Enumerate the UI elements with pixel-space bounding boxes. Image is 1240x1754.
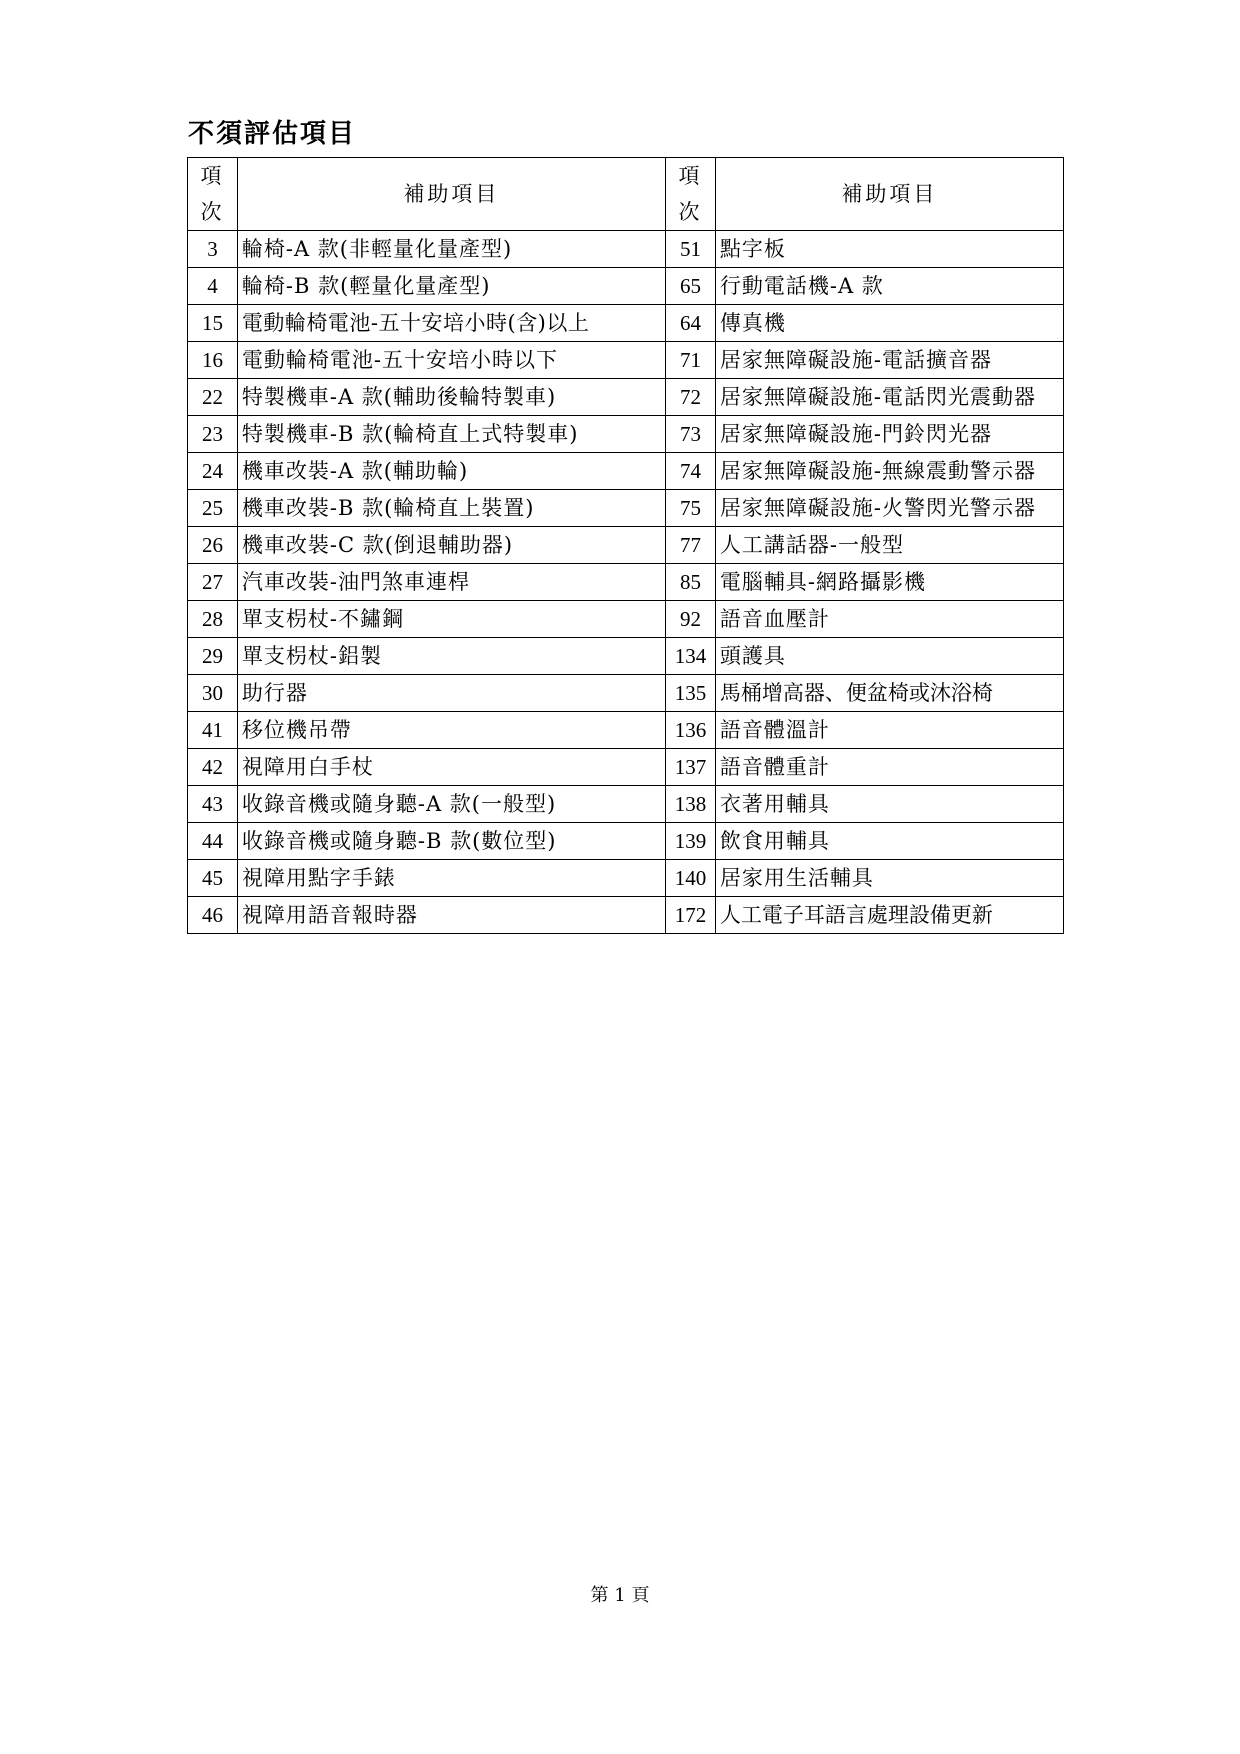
item-name: 居家無障礙設施-電話擴音器: [715, 342, 1063, 379]
item-number: 29: [188, 638, 238, 675]
table-row: [188, 860, 1064, 897]
item-name: 語音血壓計: [715, 601, 1063, 638]
item-number: 42: [188, 749, 238, 786]
item-name: 人工講話器-一般型: [715, 527, 1063, 564]
page-number: 第 1 頁: [590, 1585, 650, 1606]
item-name: 機車改裝-A 款(輔助輪): [237, 453, 665, 490]
table-row: [188, 490, 1064, 527]
item-name: 居家無障礙設施-電話閃光震動器: [715, 379, 1063, 416]
item-number: 73: [666, 416, 716, 453]
item-name: 移位機吊帶: [237, 712, 665, 749]
item-name: 頭護具: [715, 638, 1063, 675]
table-header-row: [188, 158, 1064, 231]
item-number: 4: [188, 268, 238, 305]
table-row: [188, 342, 1064, 379]
item-name: 單支枴杖-不鏽鋼: [237, 601, 665, 638]
item-number: 45: [188, 860, 238, 897]
item-name: 居家無障礙設施-火警閃光警示器: [715, 490, 1063, 527]
item-name: 傳真機: [715, 305, 1063, 342]
table-row: [188, 675, 1064, 712]
item-name: 語音體重計: [715, 749, 1063, 786]
item-number: 92: [666, 601, 716, 638]
item-number: 77: [666, 527, 716, 564]
item-number: 22: [188, 379, 238, 416]
header-item-name-right: 補助項目: [715, 158, 1063, 231]
table-row: [188, 527, 1064, 564]
item-name: 視障用語音報時器: [237, 897, 665, 934]
item-name: 視障用白手杖: [237, 749, 665, 786]
table-row: [188, 897, 1064, 934]
item-number: 3: [188, 231, 238, 268]
item-number: 134: [666, 638, 716, 675]
item-name: 機車改裝-C 款(倒退輔助器): [237, 527, 665, 564]
table-row: [188, 823, 1064, 860]
item-number: 51: [666, 231, 716, 268]
table-row: [188, 638, 1064, 675]
item-number: 74: [666, 453, 716, 490]
table-row: [188, 305, 1064, 342]
item-name: 收錄音機或隨身聽-A 款(一般型): [237, 786, 665, 823]
item-name: 電動輪椅電池-五十安培小時以下: [237, 342, 665, 379]
item-number: 137: [666, 749, 716, 786]
item-number: 135: [666, 675, 716, 712]
item-number: 23: [188, 416, 238, 453]
item-name: 輪椅-A 款(非輕量化量產型): [237, 231, 665, 268]
item-number: 16: [188, 342, 238, 379]
table-row: [188, 268, 1064, 305]
item-name: 語音體溫計: [715, 712, 1063, 749]
item-name: 電腦輔具-網路攝影機: [715, 564, 1063, 601]
table-row: [188, 712, 1064, 749]
item-number: 75: [666, 490, 716, 527]
item-name: 輪椅-B 款(輕量化量產型): [237, 268, 665, 305]
item-name: 特製機車-B 款(輪椅直上式特製車): [237, 416, 665, 453]
item-name: 飲食用輔具: [715, 823, 1063, 860]
item-number: 24: [188, 453, 238, 490]
item-number: 27: [188, 564, 238, 601]
item-name: 居家無障礙設施-門鈴閃光器: [715, 416, 1063, 453]
item-name: 特製機車-A 款(輔助後輪特製車): [237, 379, 665, 416]
table-row: [188, 564, 1064, 601]
item-number: 30: [188, 675, 238, 712]
item-number: 136: [666, 712, 716, 749]
item-name: 點字板: [715, 231, 1063, 268]
item-name: 助行器: [237, 675, 665, 712]
item-name: 居家無障礙設施-無線震動警示器: [715, 453, 1063, 490]
table-row: [188, 786, 1064, 823]
assistive-items-table: [187, 157, 1064, 934]
item-number: 139: [666, 823, 716, 860]
item-number: 41: [188, 712, 238, 749]
item-name: 單支枴杖-鋁製: [237, 638, 665, 675]
table-row: [188, 231, 1064, 268]
header-item-name-left: 補助項目: [237, 158, 665, 231]
item-number: 25: [188, 490, 238, 527]
item-name: 行動電話機-A 款: [715, 268, 1063, 305]
table-row: [188, 379, 1064, 416]
item-number: 43: [188, 786, 238, 823]
item-number: 46: [188, 897, 238, 934]
item-number: 15: [188, 305, 238, 342]
item-number: 26: [188, 527, 238, 564]
item-name: 馬桶增高器、便盆椅或沐浴椅: [715, 675, 1063, 712]
item-name: 視障用點字手錶: [237, 860, 665, 897]
header-item-number-right: 項次: [666, 158, 716, 231]
item-number: 65: [666, 268, 716, 305]
item-number: 138: [666, 786, 716, 823]
table-row: [188, 601, 1064, 638]
item-name: 機車改裝-B 款(輪椅直上裝置): [237, 490, 665, 527]
item-name: 居家用生活輔具: [715, 860, 1063, 897]
item-number: 64: [666, 305, 716, 342]
item-number: 44: [188, 823, 238, 860]
item-name: 收錄音機或隨身聽-B 款(數位型): [237, 823, 665, 860]
page-title: 不須評估項目: [188, 119, 357, 149]
item-number: 71: [666, 342, 716, 379]
table-row: [188, 416, 1064, 453]
item-number: 140: [666, 860, 716, 897]
table-row: [188, 453, 1064, 490]
item-name: 人工電子耳語言處理設備更新: [715, 897, 1063, 934]
item-name: 汽車改裝-油門煞車連桿: [237, 564, 665, 601]
item-number: 28: [188, 601, 238, 638]
table-row: [188, 749, 1064, 786]
item-number: 72: [666, 379, 716, 416]
item-number: 172: [666, 897, 716, 934]
item-number: 85: [666, 564, 716, 601]
item-name: 衣著用輔具: [715, 786, 1063, 823]
header-item-number-left: 項次: [188, 158, 238, 231]
item-name: 電動輪椅電池-五十安培小時(含)以上: [237, 305, 665, 342]
